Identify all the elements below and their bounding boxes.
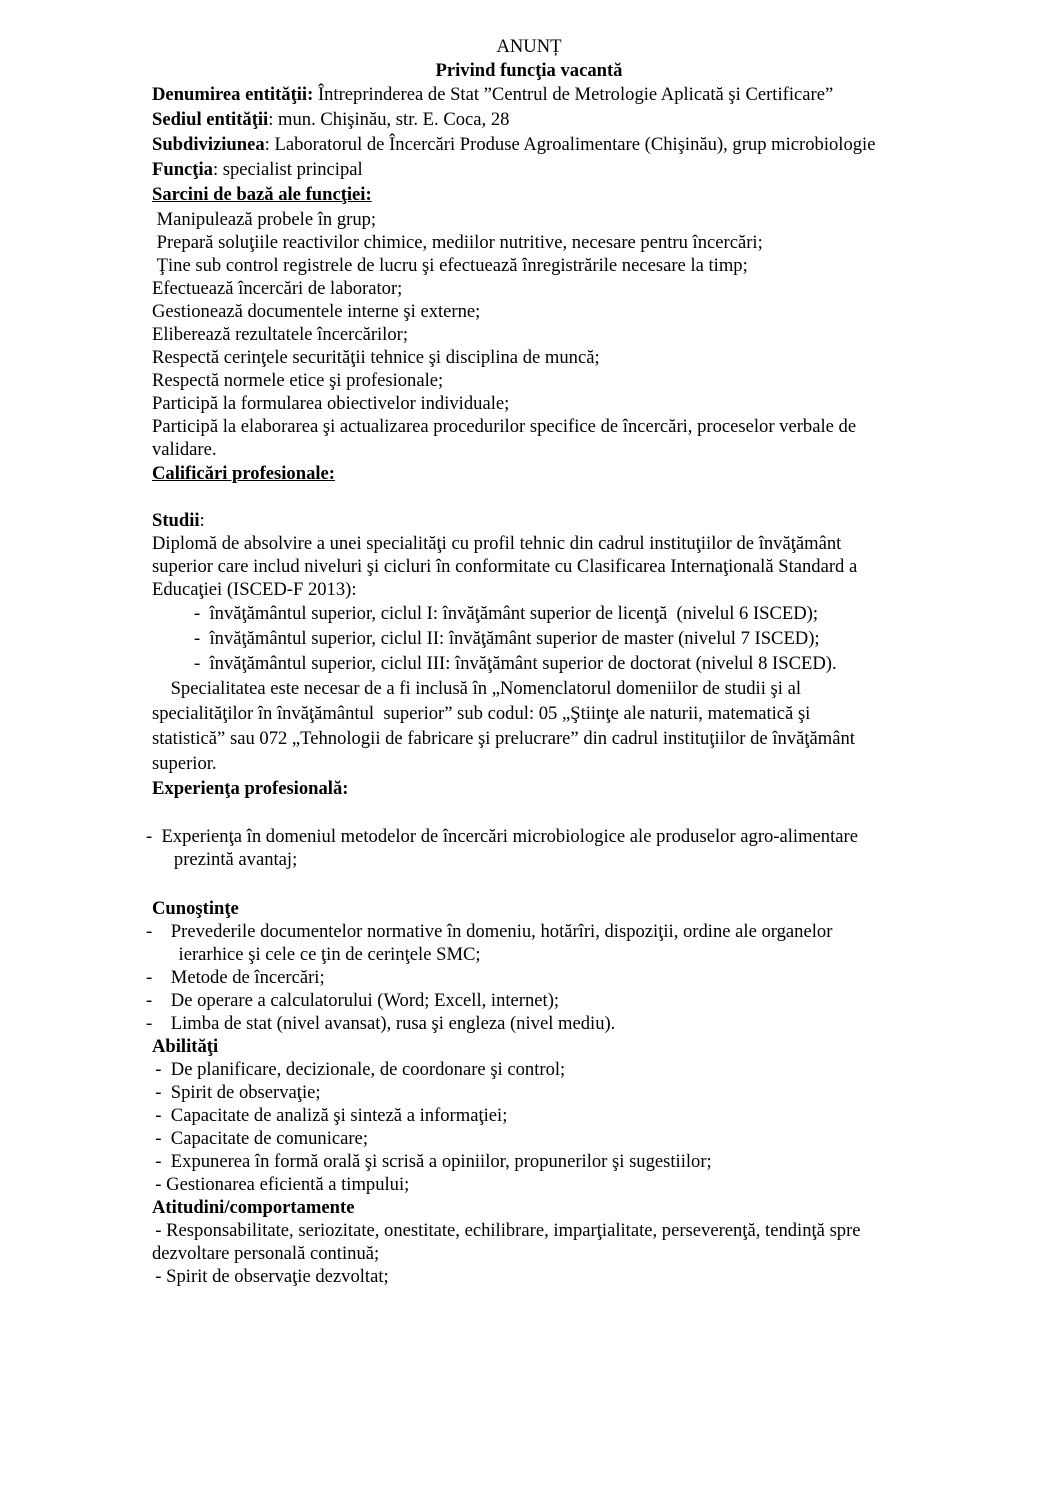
knowledge-item: - Metode de încercări; [146, 967, 325, 988]
specialty-text: superior. [152, 753, 217, 774]
ability-item: - De planificare, decizionale, de coordonare şi control; [146, 1059, 566, 1080]
knowledge-heading: Cunoştinţe [152, 898, 239, 919]
attitude-item: - Responsabilitate, seriozitate, onestitate, echilibrare, imparţialitate, perseverenţă, tendinţă spre [146, 1220, 861, 1241]
task-item: Respectă cerinţele securităţii tehnice şi disciplina de muncă; [152, 347, 600, 368]
studies-label: Studii [152, 510, 200, 531]
ability-item: - Spirit de observaţie; [146, 1082, 321, 1103]
attitude-item: dezvoltare personală continuă; [152, 1243, 380, 1264]
specialty-text: Specialitatea este necesar de a fi inclusă în „Nomenclatorul domeniilor de studii şi al [152, 678, 802, 699]
task-item: Manipulează probele în grup; [152, 209, 377, 230]
studies-text: superior care includ niveluri şi cicluri în conformitate cu Clasificarea Internaţională Standard a [152, 556, 858, 577]
attitudes-heading: Atitudini/comportamente [152, 1197, 355, 1218]
function-row [152, 159, 363, 181]
task-item: Gestionează documentele interne şi externe; [152, 301, 481, 322]
task-item: Eliberează rezultatele încercărilor; [152, 324, 408, 345]
task-item: Participă la formularea obiectivelor individuale; [152, 393, 510, 414]
studies-colon: : [199, 510, 205, 531]
page-subtitle: Privind funcţia vacantă [435, 60, 623, 81]
function-label: Funcţia [152, 159, 213, 180]
knowledge-item: - Prevederile documentelor normative în domeniu, hotărîri, dispoziţii, ordine ale organelor [146, 921, 833, 942]
knowledge-item: - Limba de stat (nivel avansat), rusa şi engleza (nivel mediu). [146, 1013, 616, 1034]
studies-text: Diplomă de absolvire a unei specialităţi cu profil tehnic din cadrul instituţiilor de învăţământ [152, 533, 842, 554]
qualifications-heading: Calificări profesionale: [152, 463, 335, 484]
attitude-item: - Spirit de observaţie dezvoltat; [146, 1266, 389, 1287]
ability-item: - Capacitate de comunicare; [146, 1128, 368, 1149]
subdivision-value: : Laboratorul de Încercări Produse Agroalimentare (Chişinău), grup microbiologie [264, 134, 876, 155]
experience-heading: Experienţa profesională: [152, 778, 349, 799]
task-item: Participă la elaborarea şi actualizarea procedurilor specifice de încercări, proceselor verbale de [152, 416, 857, 437]
entity-seat-label: Sediul entităţii [152, 109, 269, 130]
task-item: validare. [152, 439, 217, 460]
specialty-text: statistică” sau 072 „Tehnologii de fabricare şi prelucrare” din cadrul instituţiilor de învăţământ [152, 728, 855, 749]
experience-item: prezintă avantaj; [146, 849, 298, 870]
subdivision-label: Subdiviziunea [152, 134, 265, 155]
page-title: ANUNȚ [496, 36, 562, 57]
task-item: Efectuează încercări de laborator; [152, 278, 403, 299]
study-level-item: - învăţământul superior, ciclul I: învăţământ superior de licenţă (nivelul 6 ISCED); [194, 603, 819, 624]
knowledge-item: ierarhice şi cele ce ţin de cerinţele SMC; [146, 944, 481, 965]
knowledge-item: - De operare a calculatorului (Word; Excell, internet); [146, 990, 560, 1011]
tasks-heading: Sarcini de bază ale funcţiei: [152, 184, 372, 205]
abilities-heading: Abilităţi [152, 1036, 219, 1057]
study-level-item: - învăţământul superior, ciclul II: învăţământ superior de master (nivelul 7 ISCED); [194, 628, 820, 649]
ability-item: - Expunerea în formă orală şi scrisă a opiniilor, propunerilor şi sugestiilor; [146, 1151, 712, 1172]
entity-seat-row [152, 109, 509, 131]
entity-name-label: Denumirea entităţii: [152, 84, 314, 105]
entity-name-row [152, 84, 833, 106]
ability-item: - Gestionarea eficientă a timpului; [146, 1174, 410, 1195]
task-item: Prepară soluţiile reactivilor chimice, mediilor nutritive, necesare pentru încercări; [152, 232, 763, 253]
task-item: Respectă normele etice şi profesionale; [152, 370, 444, 391]
entity-name-value: Întreprinderea de Stat ”Centrul de Metrologie Aplicată şi Certificare” [313, 84, 834, 105]
specialty-text: specialităţilor în învăţământul superior” sub codul: 05 „Ştiinţe ale naturii, matematică şi [152, 703, 811, 724]
studies-heading-row [152, 510, 205, 532]
function-value: : specialist principal [212, 159, 363, 180]
entity-seat-value: : mun. Chişinău, str. E. Coca, 28 [268, 109, 510, 130]
studies-text: Educaţiei (ISCED-F 2013): [152, 579, 357, 600]
experience-item: - Experienţa în domeniul metodelor de încercări microbiologice ale produselor agro-alimentare [146, 826, 858, 847]
subdivision-row [152, 134, 875, 156]
ability-item: - Capacitate de analiză şi sinteză a informaţiei; [146, 1105, 508, 1126]
task-item: Ţine sub control registrele de lucru şi efectuează înregistrările necesare la timp; [152, 255, 748, 276]
study-level-item: - învăţământul superior, ciclul III: învăţământ superior de doctorat (nivelul 8 ISCED). [194, 653, 837, 674]
